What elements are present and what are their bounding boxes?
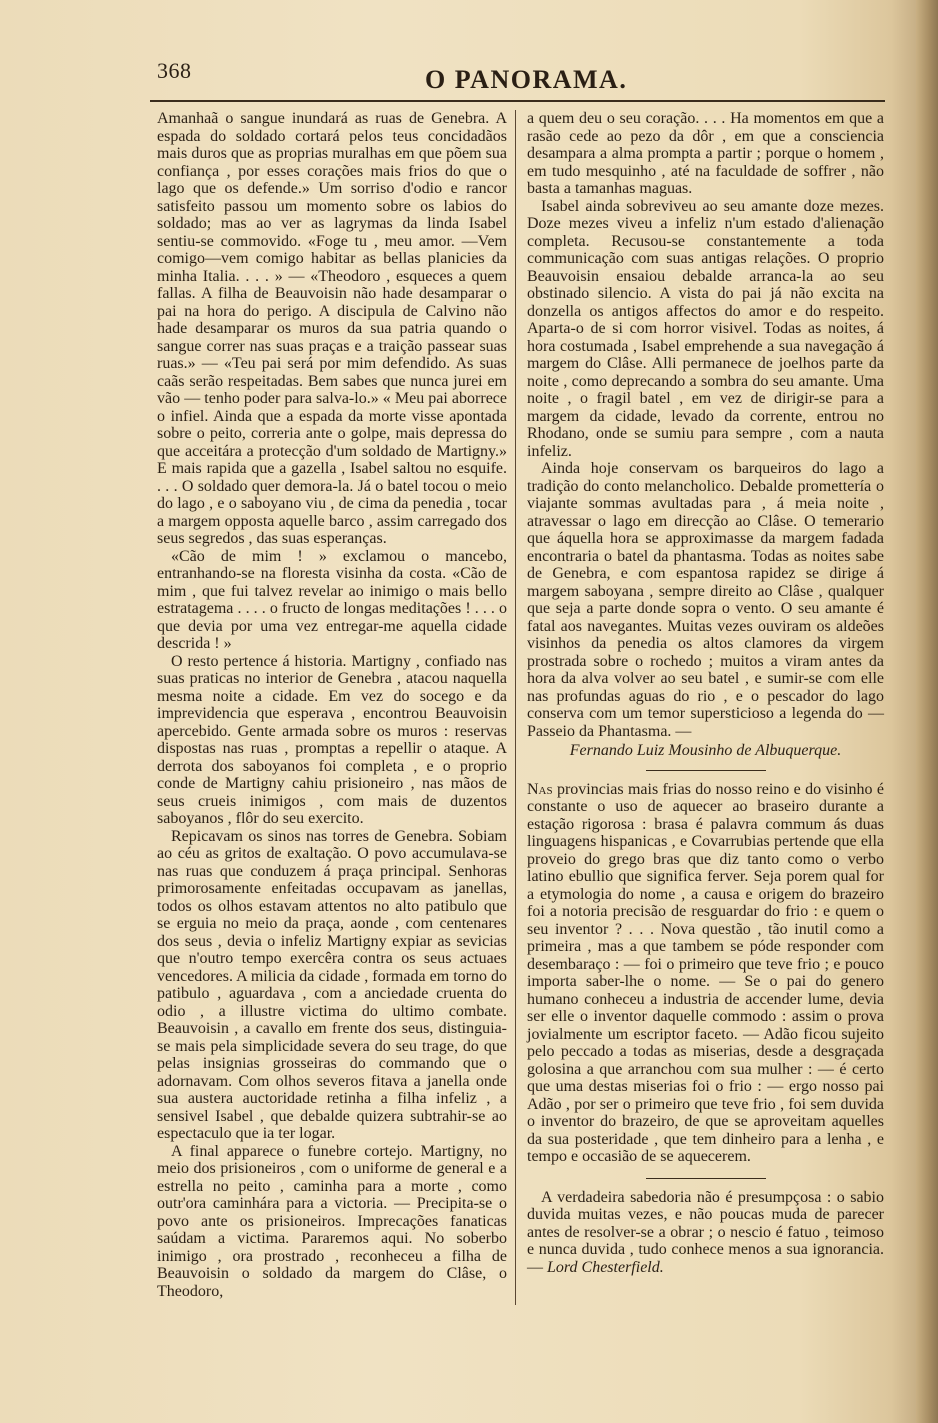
section-divider xyxy=(646,1178,766,1179)
drop-lead: Nas xyxy=(527,780,553,798)
header-rule xyxy=(150,100,885,102)
paragraph: a quem deu o seu coração. . . . Ha momentos em que a rasão cede ao pezo da dôr , em que a consciencia desampara a alma prompta a partir ; porque o homem , em tudo mesquinho , até na faculdade de soffrer , não basta a tamanhas maguas. xyxy=(527,110,884,197)
left-column xyxy=(157,110,507,1300)
paragraph-braseiro xyxy=(527,781,884,1166)
paragraph-body: provincias mais frias do nosso reino e do visinho é constante o uso de aquecer ao braseiro durante a estação rigorosa : brasa é palavra commum ás duas linguagens hispanicas , e Covarrubias pertende que ella proveio do grego bras que diz tanto como o verbo latino ebullio que significa ferver. Seja porem qual for a etymologia do nome , a causa e origem do brazeiro foi a notoria precisão de resguardar do frio : e quem o seu inventor ? . . . Nova questão , tão inutil como a primeira , mas a que tambem se póde responder com desembaraço : — foi o primeiro que teve frio ; e pouco importa saber-lhe o nome. — Se o pai do genero humano conheceu a industria de accender lume, devia ser elle o inventor daquelle commodo : assim o prova jovialmente um escriptor faceto. — Adão ficou sujeito pelo peccado a todas as miserias, desde a desgraçada golosina a que arranchou com sua mulher : — é certo que uma destas miserias foi o frio : — ergo nosso pai Adão , por ser o primeiro que teve frio , foi sem duvida o inventor do brazeiro, de que se aproveitam aquelles da sua posteridade , que tem dinheiro para a lenha , e tempo e occasião de se aquecerem. xyxy=(527,780,884,1165)
page-title: O PANORAMA. xyxy=(425,65,628,94)
paragraph: Repicavam os sinos nas torres de Genebra. Sobiam ao céu as gritos de exaltação. O povo accumulava-se nas ruas que conduzem á praça principal. Senhoras primorosamente enfeitadas occupavam as janellas, todos os olhos estavam attentos no alto patibulo que se erguia no meio da praça, aonde , com centenares dos seus , devia o infeliz Martigny expiar as sevicias que n'outro tempo exercêra contra os seus actuaes vencedores. A milicia da cidade , formada em torno do patibulo , aguardava , com a anciedade cruenta do odio , a illustre victima do ultimo combate. Beauvoisin , a cavallo em frente dos seus, distinguia-se mais pela simplicidade severa do seu trage, do que pelas insignias grosseiras do commando que o adornavam. Com olhos severos fitava a janella onde sua austera auctoridade retinha a filha infeliz , a sensivel Isabel , que debalde quizera subtrahir-se ao espectaculo que ia ter logar. xyxy=(157,827,507,1142)
paragraph: «Cão de mim ! » exclamou o mancebo, entranhando-se na floresta visinha da costa. «Cão de mim , que fui talvez revelar ao inimigo o mais bello estratagema . . . . o fructo de longas meditações ! . . . o que devia por uma vez entregar-me aquella cidade descrida ! » xyxy=(157,547,507,652)
paragraph: A final apparece o funebre cortejo. Martigny, no meio dos prisioneiros , com o uniforme de general e a estrella no peito , caminha para a morte , como outr'ora caminhára para a victoria. — Precipita-se o povo ante os prisioneiros. Imprecações fanaticas saúdam a victima. Pararemos aqui. No soberbo inimigo , ora prostrado , reconheceu a filha de Beauvoisin o soldado da margem do Clâse, o Theodoro, xyxy=(157,1142,507,1300)
paragraph: O resto pertence á historia. Martigny , confiado nas suas praticas no interior de Genebra , atacou naquella mesma noite a cidade. Em vez do socego e da imprevidencia que esperava , encontrou Beauvoisin apercebido. Gente armada sobre os muros : reservas dispostas nas ruas , promptas a repellir o ataque. A derrota dos saboyanos foi completa , e o proprio conde de Martigny cahiu prisioneiro , nas mãos de seus crueis inimigos , com mais de duzentos saboyanos , flôr do seu exercito. xyxy=(157,652,507,827)
section-divider xyxy=(646,770,766,771)
binding-gutter xyxy=(916,0,938,1423)
paragraph: Ainda hoje conservam os barqueiros do lago a tradição do conto melancholico. Debalde promettería o viajante sommas avultadas para , á meia noite , atravessar o lago em direcção ao Clâse. O temerario que áquella hora se approximasse da margem fadada encontraria o batel da phantasma. Todas as noites sabe de Genebra, e com espantosa rapidez se dirige á margem saboyana , sempre direito ao Clâse , qualquer que seja a parte donde sopra o vento. O seu amante é fatal aos navegantes. Muitas vezes ouviram os aldeões visinhos da penedia os altos clamores da virgem prostrada sobre o rochedo ; muitos a viram antes da hora da alva volver ao seu batel , e sumir-se com elle nas profundas aguas do rio , e o pescador do lago conserva com um temor supersticioso a legenda do — Passeio da Phantasma. — xyxy=(527,460,884,740)
paragraph-quote xyxy=(527,1189,884,1277)
paragraph: Amanhaã o sangue inundará as ruas de Genebra. A espada do soldado cortará pelos teus concidadãos mais duros que as proprias muralhas em que põem sua confiança , por esses corações mais frios do que o lago que os defende.» Um sorriso d'odio e rancor satisfeito passou um momento sobre os labios do soldado; mas ao ver as lagrymas da linda Isabel sentiu-se commovido. «Foge tu , meu amor. —Vem comigo—vem comigo habitar as bellas planicies da minha Italia. . . . » — «Theodoro , esqueces a quem fallas. A filha de Beauvoisin não hade desamparar o pai na hora do perigo. A discipula de Calvino não hade desamparar os muros da sua patria quando o sangue correr nas suas praças e a traição passear suas ruas.» — «Teu pai será por mim defendido. As suas caãs serão respeitadas. Bem sabes que nunca jurei em vão — tenho poder para salva-lo.» « Meu pai aborrece o infiel. Ainda que a espada da morte visse apontada sobre o peito, correria ante o golpe, mais depressa do que acceitára a protecção d'um soldado de Martigny.» E mais rapida que a gazella , Isabel saltou no esquife. . . . O soldado quer demora-la. Já o batel tocou o meio do lago , e o saboyano viu , de cima da penedia , tocar a margem opposta aquelle barco , assim carregado dos seus segredos , das suas esperanças. xyxy=(157,110,507,547)
author-signature: Fernando Luiz Mousinho de Albuquerque. xyxy=(569,742,842,759)
column-divider xyxy=(515,110,516,1305)
quote-attribution: Lord Chesterfield. xyxy=(547,1258,664,1276)
page-number: 368 xyxy=(157,58,192,83)
quote-text: A verdadeira sabedoria não é presumpçosa : o sabio duvida muitas vezes, e não poucas muda de parecer antes de resolver-se a obrar ; o nescio é fatuo , teimoso e nunca duvida , tudo conhece menos a sua ignorancia. — xyxy=(527,1188,884,1276)
paragraph: Isabel ainda sobreviveu ao seu amante doze mezes. Doze mezes viveu a infeliz n'um estado d'alienação completa. Recusou-se constantemente a toda communicação com suas antigas relações. O proprio Beauvoisin ensaiou debalde arranca-la ao seu obstinado silencio. A vista do pai já não excita na donzella os antigos affectos do amor e do respeito. Aparta-o de si com horror visivel. Todas as noites, á hora costumada , Isabel emprehende a sua navegação á margem do Clâse. Alli permanece de joelhos parte da noite , como deprecando a sombra do seu amante. Uma noite , o fragil batel , em vez de dirigir-se para a margem da cidade, levado da corrente, entrou no Rhodano, onde se sumiu para sempre , com a nauta infeliz. xyxy=(527,197,884,460)
right-column xyxy=(527,110,884,1276)
